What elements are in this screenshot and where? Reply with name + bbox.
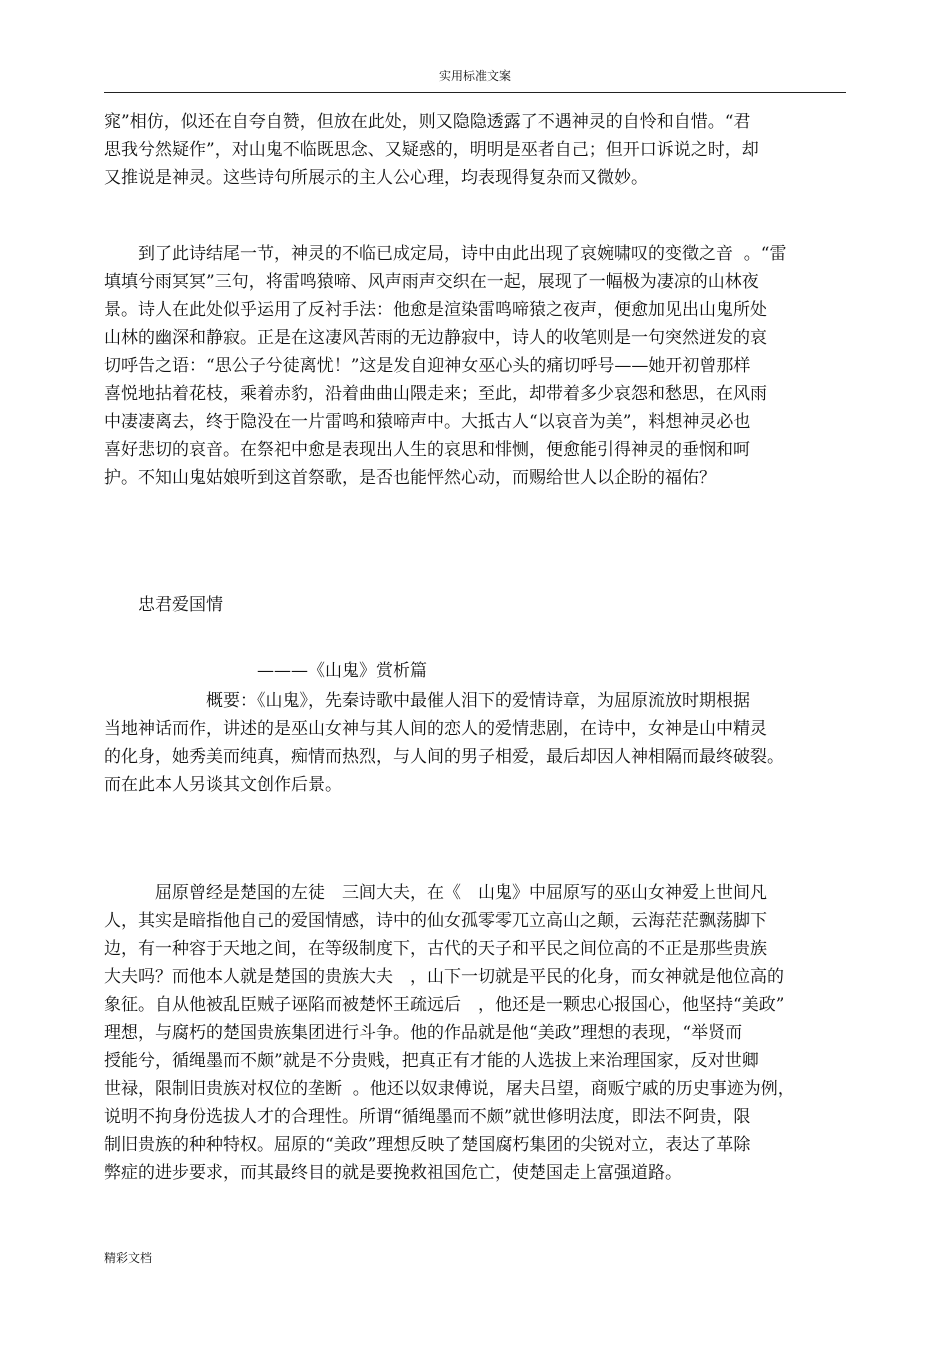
section-title: 忠君爱国情	[104, 595, 223, 615]
paragraph-continuation: 窕”相仿，似还在自夸自赞，但放在此处，则又隐隐透露了不遇神灵的自怜和自惜。“君 思我兮然疑作”，对山鬼不临既思念、又疑惑的，明明是巫者自己；但开口诉说之时，却 又推说是神灵。这些诗句所展示的主人公心理，均表现得复杂而又微妙。	[104, 112, 759, 188]
paragraph-ending-analysis: 到了此诗结尾一节，神灵的不临已成定局，诗中由此出现了哀婉啸叹的变徵之音 。“雷 填填兮雨冥冥”三句，将雷鸣猿啼、风声雨声交织在一起，展现了一幅极为凄凉的山林夜 景。诗人在此处似乎运用了反衬手法：他愈是渲染雷鸣啼猿之夜声，便愈加见出山鬼所处 山林的幽深和静寂。正是在这凄风苦雨的无边静寂中，诗人的收笔则是一句突然迸发的哀 切呼告之语：“思公子兮徒离忧！”这是发自迎神女巫心头的痛切呼号——她开初曾那样 喜悦地拈着花枝，乘着赤豹，沿着曲曲山隈走来；至此，却带着多少哀怨和愁思，在风雨 中凄凄离去，终于隐没在一片雷鸣和猿啼声中。大抵古人“以哀音为美”，料想神灵必也 喜好悲切的哀音。在祭祀中愈是表现出人生的哀思和悱恻，便愈能引得神灵的垂悯和呵 护。不知山鬼姑娘听到这首祭歌，是否也能怦然心动，而赐给世人以企盼的福佑？	[104, 244, 787, 488]
paragraph-qu-yuan: 屈原曾经是楚国的左徒 三闾大夫，在《 山鬼》中屈原写的巫山女神爱上世间凡 人，其实是暗指他自己的爱国情感，诗中的仙女孤零零兀立高山之颠，云海茫茫飘荡脚下 边，有一种容于天地之间，在等级制度下，古代的天子和平民之间位高的不正是那些贵族 大夫吗？而他本人就是楚国的贵族大夫 ，山下一切就是平民的化身，而女神就是他位高的 象征。自从他被乱臣贼子诬陷而被楚怀王疏远后 ，他还是一颗忠心报国心，他坚持“美政” 理想，与腐朽的楚国贵族集团进行斗争。他的作品就是他“美政”理想的表现，“举贤而 授能兮，循绳墨而不颇”就是不分贵贱，把真正有才能的人选拔上来治理国家，反对世卿 世禄，限制旧贵族对权位的垄断 。他还以奴隶傅说，屠夫吕望，商贩宁戚的历史事迹为例， 说明不拘身份选拔人才的合理性。所谓“循绳墨而不颇”就世修明法度，即法不阿贵，限 制旧贵族的种种特权。屈原的“美政”理想反映了楚国腐朽集团的尖锐对立，表达了革除 弊症的进步要求，而其最终目的就是要挽救祖国危亡，使楚国走上富强道路。	[104, 883, 795, 1183]
section-subtitle: ———《山鬼》赏析篇	[104, 661, 427, 681]
paragraph-summary: 概要：《山鬼》，先秦诗歌中最催人泪下的爱情诗章，为屈原流放时期根据 当地神话而作，讲述的是巫山女神与其人间的恋人的爱情悲剧，在诗中，女神是山中精灵 的化身，她秀美而纯真，痴情而热烈，与人间的男子相爱，最后却因人神相隔而最终破裂。 而在此本人另谈其文创作后景。	[104, 691, 784, 795]
page-footer: 精彩文档	[104, 1251, 153, 1265]
page-header: 实用标准文案	[104, 66, 846, 93]
